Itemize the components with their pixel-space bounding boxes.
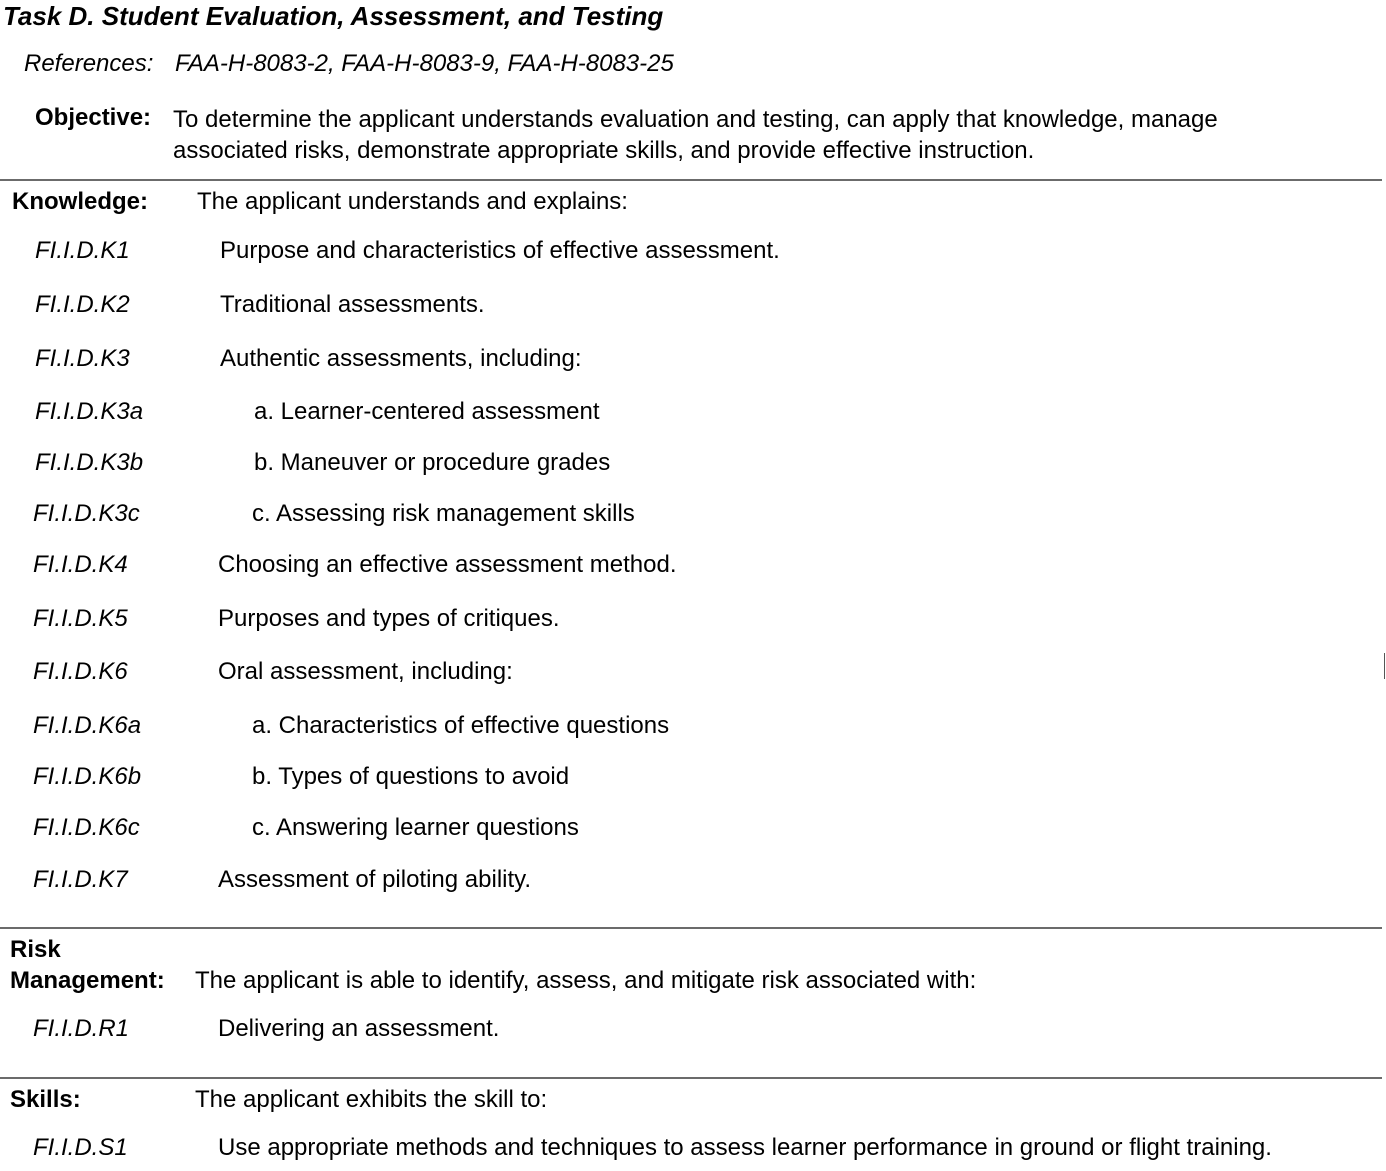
knowledge-item-text: Authentic assessments, including: — [220, 345, 582, 372]
knowledge-subitem-text: b. Types of questions to avoid — [252, 763, 570, 790]
knowledge-subitem-text: a. Characteristics of effective questions — [252, 712, 670, 739]
knowledge-item-text: Purpose and characteristics of effective assessment. — [220, 237, 780, 264]
knowledge-intro: The applicant understands and explains: — [197, 188, 628, 215]
objective-line-2: associated risks, demonstrate appropriate skills, and provide effective instruction. — [173, 137, 1035, 164]
knowledge-item-text: Traditional assessments. — [220, 291, 485, 318]
skills-label: Skills: — [10, 1086, 81, 1113]
references-label: References: — [24, 50, 154, 77]
knowledge-item-text: Purposes and types of critiques. — [218, 605, 560, 632]
risk-management-label-line-2: Management: — [10, 967, 165, 994]
knowledge-item-code: FI.I.D.K2 — [35, 291, 130, 318]
references-value: FAA-H-8083-2, FAA-H-8083-9, FAA-H-8083-25 — [175, 50, 674, 77]
knowledge-item-code: FI.I.D.K1 — [35, 237, 130, 264]
knowledge-label: Knowledge: — [12, 188, 148, 215]
risk-item-text: Delivering an assessment. — [218, 1015, 500, 1042]
risk-item-code: FI.I.D.R1 — [33, 1015, 130, 1042]
text-cursor-mark — [1384, 653, 1385, 679]
task-title: Task D. Student Evaluation, Assessment, and Testing — [3, 1, 664, 31]
objective-text — [173, 104, 1218, 166]
knowledge-subitem-code: FI.I.D.K3a — [35, 398, 144, 425]
risk-management-intro: The applicant is able to identify, assess, and mitigate risk associated with: — [195, 967, 977, 994]
skills-intro: The applicant exhibits the skill to: — [195, 1086, 548, 1113]
risk-management-label-line-1: Risk — [10, 936, 61, 963]
knowledge-subitem-code: FI.I.D.K6c — [33, 814, 140, 841]
knowledge-item-code: FI.I.D.K7 — [33, 866, 128, 893]
knowledge-subitem-code: FI.I.D.K3c — [33, 500, 140, 527]
knowledge-subitem-text: c. Assessing risk management skills — [252, 500, 635, 527]
knowledge-subitem-code: FI.I.D.K6a — [33, 712, 142, 739]
knowledge-item-text: Assessment of piloting ability. — [218, 866, 532, 893]
objective-label: Objective: — [35, 104, 152, 131]
knowledge-subitem-text: c. Answering learner questions — [252, 814, 579, 841]
knowledge-subitem-code: FI.I.D.K6b — [33, 763, 142, 790]
skill-item-code: FI.I.D.S1 — [33, 1134, 128, 1161]
knowledge-subitem-text: b. Maneuver or procedure grades — [254, 449, 611, 476]
knowledge-item-code: FI.I.D.K4 — [33, 551, 128, 578]
knowledge-subitem-code: FI.I.D.K3b — [35, 449, 144, 476]
knowledge-item-code: FI.I.D.K3 — [35, 345, 130, 372]
knowledge-item-text: Choosing an effective assessment method. — [218, 551, 677, 578]
section-divider — [0, 1077, 1382, 1079]
section-divider — [0, 179, 1382, 181]
objective-line-1: To determine the applicant understands evaluation and testing, can apply that knowledge, manage — [173, 106, 1218, 133]
section-divider — [0, 927, 1382, 929]
knowledge-item-text: Oral assessment, including: — [218, 658, 513, 685]
knowledge-item-code: FI.I.D.K6 — [33, 658, 128, 685]
knowledge-subitem-text: a. Learner-centered assessment — [254, 398, 600, 425]
skill-item-text: Use appropriate methods and techniques to assess learner performance in ground or flight training. — [218, 1134, 1272, 1161]
knowledge-item-code: FI.I.D.K5 — [33, 605, 128, 632]
